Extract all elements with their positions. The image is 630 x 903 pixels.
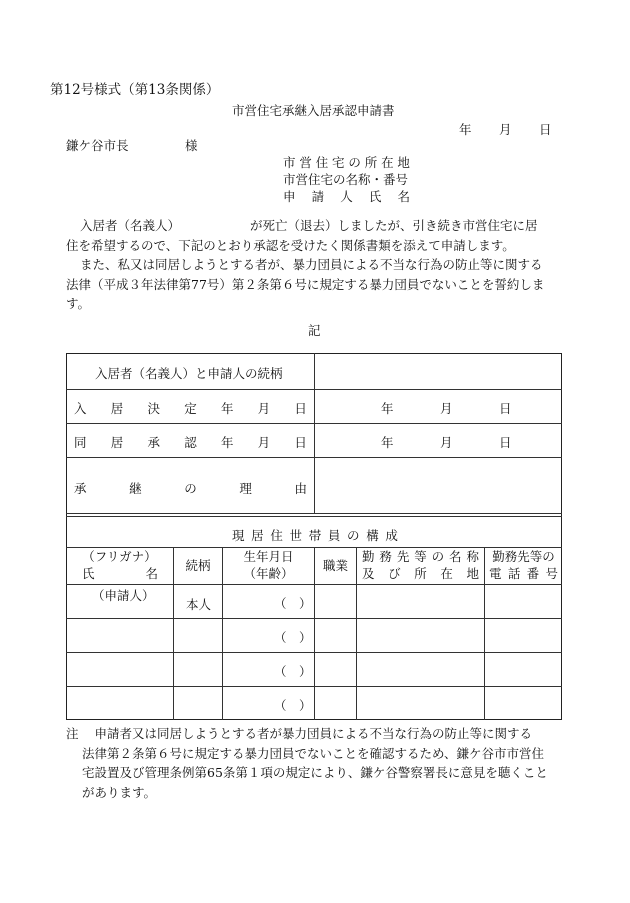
footnote-prefix: 注 xyxy=(66,726,79,741)
ki-mark: 記 xyxy=(308,323,321,338)
footnote: 注 申請者又は同居しようとする者が暴力団員による不当な行為の防止等に関する 法律第２条第６号に規定する暴力団員でないことを確認するため、鎌ケ谷市市営住 宅設置及び管理条例第65条第１項の規定により、鎌ケ谷警察署長に意見を聴くこと があります。 xyxy=(66,726,548,800)
succession-reason-field[interactable] xyxy=(316,459,560,512)
upper-divider xyxy=(314,353,315,514)
relation-value-field[interactable] xyxy=(316,355,560,388)
field-address-label: 市 営 住 宅 の 所 在 地 xyxy=(283,155,410,170)
member-row-1-relation: 本人 xyxy=(186,597,212,612)
cohabitation-approval-label: 同 居 承 認 年 月 日 xyxy=(74,435,307,450)
date-line xyxy=(459,120,552,138)
succession-reason-label: 承 継 の 理 由 xyxy=(74,481,307,496)
form-number: 第12号様式（第13条関係） xyxy=(50,82,220,98)
body-paragraph-2: また、私又は同居しようとする者が、暴力団員による不当な行為の防止等に関する 法律（平成３年法律第77号）第２条第６号に規定する暴力団員でないことを誓約しま す。 xyxy=(66,257,545,311)
member-row-1-age: （ ） xyxy=(274,596,312,611)
header-birthdate: 生年月日 （年齢） xyxy=(243,549,294,581)
member-row-2-age: （ ） xyxy=(274,630,312,645)
relation-label: 入居者（名義人）と申請人の続柄 xyxy=(95,366,283,381)
addressee xyxy=(66,136,198,154)
move-in-decision-label: 入 居 決 定 年 月 日 xyxy=(74,401,307,416)
tenant-label: 入居者（名義人） xyxy=(80,218,181,233)
field-housing-name-label: 市営住宅の名称・番号 xyxy=(283,172,409,187)
cohabitation-date-field[interactable] xyxy=(316,425,560,456)
move-in-date-field[interactable] xyxy=(316,391,560,422)
header-name: （フリガナ） 氏 名 xyxy=(82,549,158,581)
body-paragraph-1: 入居者（名義人） が死亡（退去）しましたが、引き続き市営住宅に居 住を希望するので、下記のとおり承認を受けたく関係書類を添えて申請します。 xyxy=(66,218,538,253)
date-year: 年 xyxy=(459,122,472,137)
member-row-3-age: （ ） xyxy=(274,664,312,679)
header-phone: 勤務先等の 電 話 番 号 xyxy=(489,549,558,581)
member-row-4-age: （ ） xyxy=(274,698,312,713)
date-day: 日 xyxy=(539,122,552,137)
addressee-name: 鎌ケ谷市長 xyxy=(66,138,129,153)
page-title: 市営住宅承継入居承認申請書 xyxy=(232,103,395,118)
date-month: 月 xyxy=(499,122,512,137)
header-workplace: 勤 務 先 等 の 名 称 及 び 所 在 地 xyxy=(362,549,479,581)
header-relation: 続柄 xyxy=(185,558,211,573)
addressee-honorific: 様 xyxy=(185,138,198,153)
household-title: 現 居 住 世 帯 員 の 構 成 xyxy=(232,528,398,543)
field-applicant-name-label: 申 請 人 氏 名 xyxy=(283,189,410,204)
header-occupation: 職業 xyxy=(322,558,348,573)
member-row-1-name: （申請人） xyxy=(92,588,155,603)
